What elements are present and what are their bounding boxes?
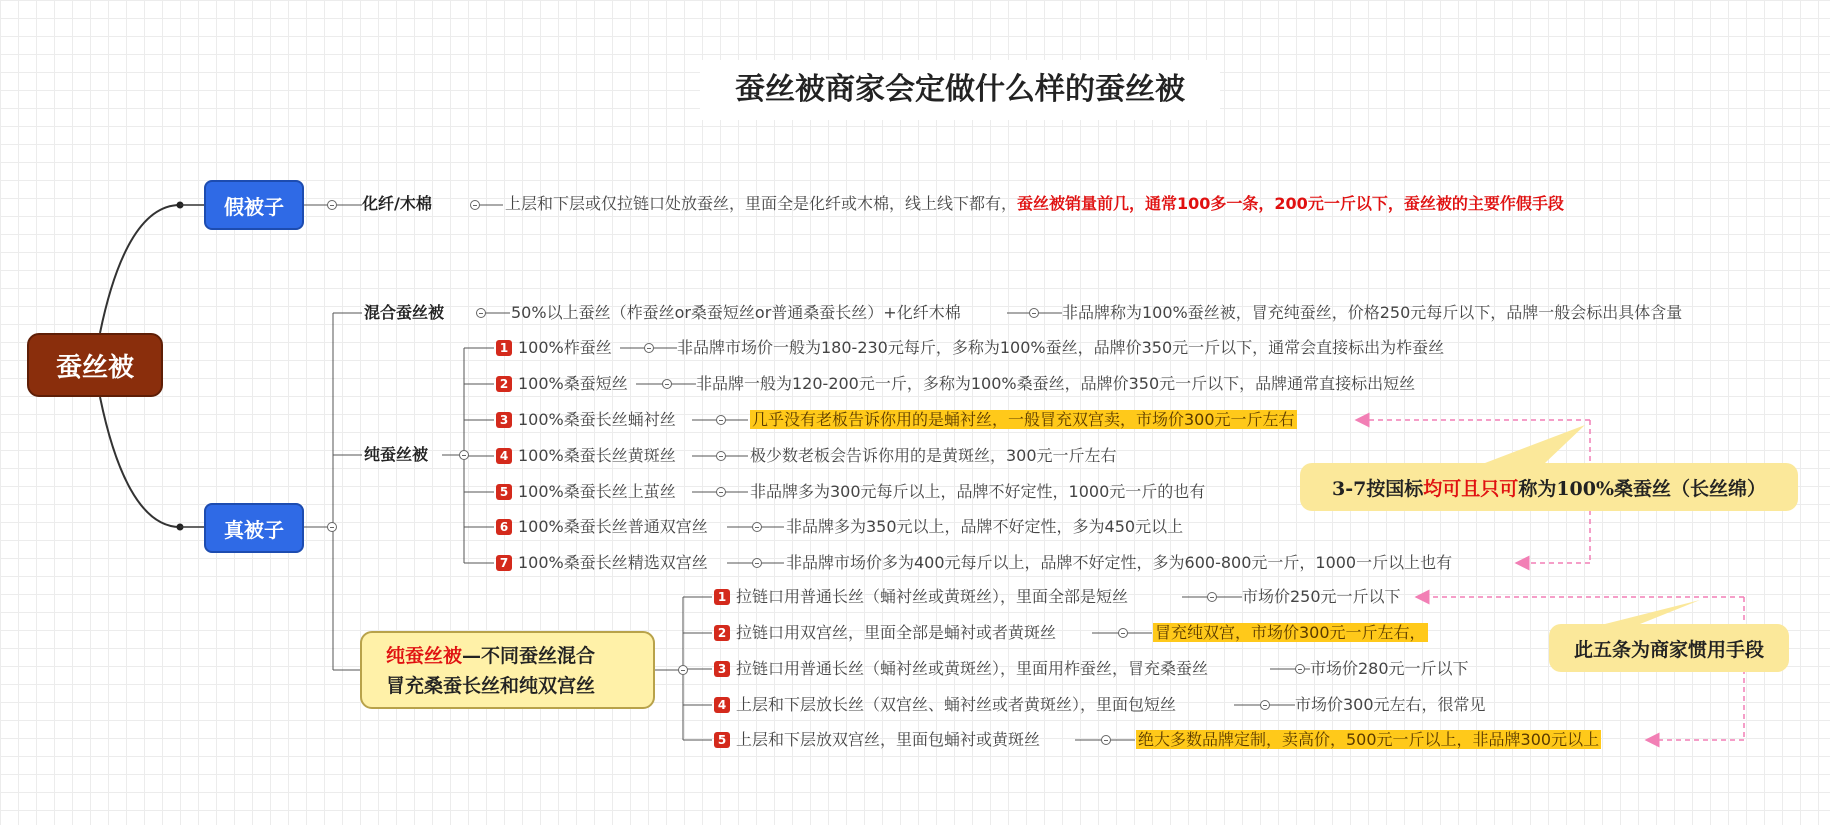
- callout-merchant[interactable]: 此五条为商家惯用手段: [1549, 624, 1789, 672]
- connector-root-real: [100, 397, 180, 527]
- mixed-label[interactable]: 混合蚕丝被: [364, 303, 445, 322]
- collapse-toggle[interactable]: [459, 450, 469, 460]
- pure-item[interactable]: [496, 482, 676, 502]
- pure-item[interactable]: [496, 446, 676, 466]
- blend-item-note[interactable]: 市场价300元左右，很常见: [1295, 695, 1486, 714]
- collapse-toggle[interactable]: [476, 308, 486, 318]
- number-badge: 7: [496, 555, 512, 571]
- blend-item[interactable]: [714, 659, 1208, 679]
- collapse-toggle[interactable]: [1295, 664, 1305, 674]
- pure-item[interactable]: [496, 374, 628, 394]
- pure-item-name: 100%桑蚕长丝上茧丝: [518, 482, 676, 501]
- blend-item-name: 上层和下层放长丝（双宫丝、蛹衬丝或者黄斑丝），里面包短丝: [736, 695, 1177, 714]
- blend-item-note[interactable]: [1136, 730, 1601, 750]
- pure-item-note[interactable]: 非品牌多为350元以上，品牌不好定性，多为450元以上: [786, 517, 1184, 536]
- collapse-toggle[interactable]: [716, 451, 726, 461]
- pure-item-name: 100%桑蚕短丝: [518, 374, 628, 393]
- blend-item-note[interactable]: 市场价250元一斤以下: [1242, 587, 1401, 606]
- collapse-toggle[interactable]: [327, 200, 337, 210]
- collapse-toggle[interactable]: [644, 343, 654, 353]
- page-title: 蚕丝被商家会定做什么样的蚕丝被: [700, 60, 1220, 120]
- pure-item[interactable]: [496, 338, 612, 358]
- fake-child-label[interactable]: 化纤/木棉: [362, 194, 432, 213]
- number-badge: 3: [714, 661, 730, 677]
- collapse-toggle[interactable]: [752, 522, 762, 532]
- collapse-toggle[interactable]: [1029, 308, 1039, 318]
- collapse-toggle[interactable]: [327, 522, 337, 532]
- highlight: 冒充纯双宫，市场价300元一斤左右，: [1155, 623, 1426, 642]
- number-badge: 2: [714, 625, 730, 641]
- collapse-toggle[interactable]: [662, 379, 672, 389]
- number-badge: 5: [496, 484, 512, 500]
- number-badge: 1: [496, 340, 512, 356]
- pure-item-name: 100%桑蚕长丝黄斑丝: [518, 446, 676, 465]
- branch-fake-quilt[interactable]: 假被子: [204, 180, 304, 230]
- pure-label[interactable]: 纯蚕丝被: [364, 445, 429, 464]
- collapse-toggle[interactable]: [716, 415, 726, 425]
- pure-item-note[interactable]: 非品牌市场价一般为180-230元每斤，多称为100%蚕丝，品牌价350元一斤以下，通常会直接标出为柞蚕丝: [677, 338, 1445, 357]
- callout-standard-b: 称为100%桑蚕丝（长丝绵）: [1518, 477, 1767, 500]
- collapse-toggle[interactable]: [1118, 628, 1128, 638]
- blend-node[interactable]: [360, 631, 655, 709]
- connector-root-fake: [100, 205, 180, 333]
- blend-item[interactable]: [714, 730, 1040, 750]
- blend-label-rest: —不同蚕丝混合: [462, 645, 596, 667]
- collapse-toggle[interactable]: [752, 558, 762, 568]
- pure-item-note[interactable]: 非品牌市场价多为400元每斤以上，品牌不好定性，多为600-800元一斤，1000一斤以上也有: [786, 553, 1453, 572]
- fake-note[interactable]: [505, 194, 1564, 214]
- pure-item[interactable]: [496, 410, 676, 430]
- blend-label-red: 纯蚕丝被: [386, 645, 463, 667]
- pure-item-note[interactable]: 非品牌一般为120-200元一斤，多称为100%桑蚕丝，品牌价350元一斤以下，品牌通常直接标出短丝: [696, 374, 1416, 393]
- number-badge: 2: [496, 376, 512, 392]
- blend-item-name: 拉链口用普通长丝（蛹衬丝或黄斑丝），里面全部是短丝: [736, 587, 1129, 606]
- callout-tail-standard: [1485, 425, 1585, 463]
- number-badge: 3: [496, 412, 512, 428]
- blend-item-name: 拉链口用双宫丝，里面全部是蛹衬或者黄斑丝: [736, 623, 1057, 642]
- pure-item[interactable]: [496, 517, 708, 537]
- number-badge: 1: [714, 589, 730, 605]
- number-badge: 6: [496, 519, 512, 535]
- collapse-toggle[interactable]: [678, 665, 688, 675]
- pure-item[interactable]: [496, 553, 708, 573]
- collapse-toggle[interactable]: [1260, 700, 1270, 710]
- number-badge: 4: [496, 448, 512, 464]
- highlight: 几乎没有老板告诉你用的是蛹衬丝，一般冒充双宫卖，市场价300元一斤左右: [752, 410, 1295, 429]
- callout-standard-red: 均可且只可: [1423, 477, 1519, 500]
- pure-item-name: 100%桑蚕长丝普通双宫丝: [518, 517, 708, 536]
- pure-item-note[interactable]: 极少数老板会告诉你用的是黄斑丝，300元一斤左右: [750, 446, 1117, 465]
- callout-standard[interactable]: [1300, 463, 1798, 511]
- number-badge: 4: [714, 697, 730, 713]
- pure-item-name: 100%桑蚕长丝精选双宫丝: [518, 553, 708, 572]
- highlight: 绝大多数品牌定制，卖高价，500元一斤以上，非品牌300元以上: [1138, 730, 1600, 749]
- mixed-desc[interactable]: 50%以上蚕丝（柞蚕丝or桑蚕短丝or普通桑蚕长丝）+化纤木棉: [511, 303, 961, 322]
- mixed-note[interactable]: 非品牌称为100%蚕丝被，冒充纯蚕丝，价格250元每斤以下，品牌一般会标出具体含量: [1062, 303, 1683, 322]
- collapse-toggle[interactable]: [1207, 592, 1217, 602]
- fake-note-plain: 上层和下层或仅拉链口处放蚕丝，里面全是化纤或木棉，线上线下都有，: [505, 194, 1018, 213]
- blend-item[interactable]: [714, 695, 1176, 715]
- fake-note-emphasis: 蚕丝被销量前几，通常100多一条，200元一斤以下，蚕丝被的主要作假手段: [1017, 194, 1564, 213]
- pure-item-note[interactable]: 非品牌多为300元每斤以上，品牌不好定性，1000元一斤的也有: [750, 482, 1206, 501]
- collapse-toggle[interactable]: [716, 487, 726, 497]
- blend-item-name: 拉链口用普通长丝（蛹衬丝或黄斑丝），里面用柞蚕丝，冒充桑蚕丝: [736, 659, 1209, 678]
- pure-item-note[interactable]: [750, 410, 1297, 430]
- collapse-toggle[interactable]: [470, 200, 480, 210]
- callout-standard-a: 3-7按国标: [1331, 477, 1424, 500]
- blend-item[interactable]: [714, 623, 1056, 643]
- number-badge: 5: [714, 732, 730, 748]
- blend-item-name: 上层和下层放双宫丝，里面包蛹衬或黄斑丝: [736, 730, 1041, 749]
- collapse-toggle[interactable]: [1101, 735, 1111, 745]
- branch-real-quilt[interactable]: 真被子: [204, 503, 304, 553]
- blend-item-note[interactable]: [1153, 623, 1428, 643]
- pure-item-name: 100%桑蚕长丝蛹衬丝: [518, 410, 676, 429]
- blend-label-line2: 冒充桑蚕长丝和纯双宫丝: [386, 675, 596, 697]
- pure-item-name: 100%柞蚕丝: [518, 338, 612, 357]
- root-node[interactable]: 蚕丝被: [27, 333, 163, 397]
- blend-item-note[interactable]: 市场价280元一斤以下: [1310, 659, 1469, 678]
- callout-tail-merchant: [1605, 600, 1700, 624]
- blend-item[interactable]: [714, 587, 1128, 607]
